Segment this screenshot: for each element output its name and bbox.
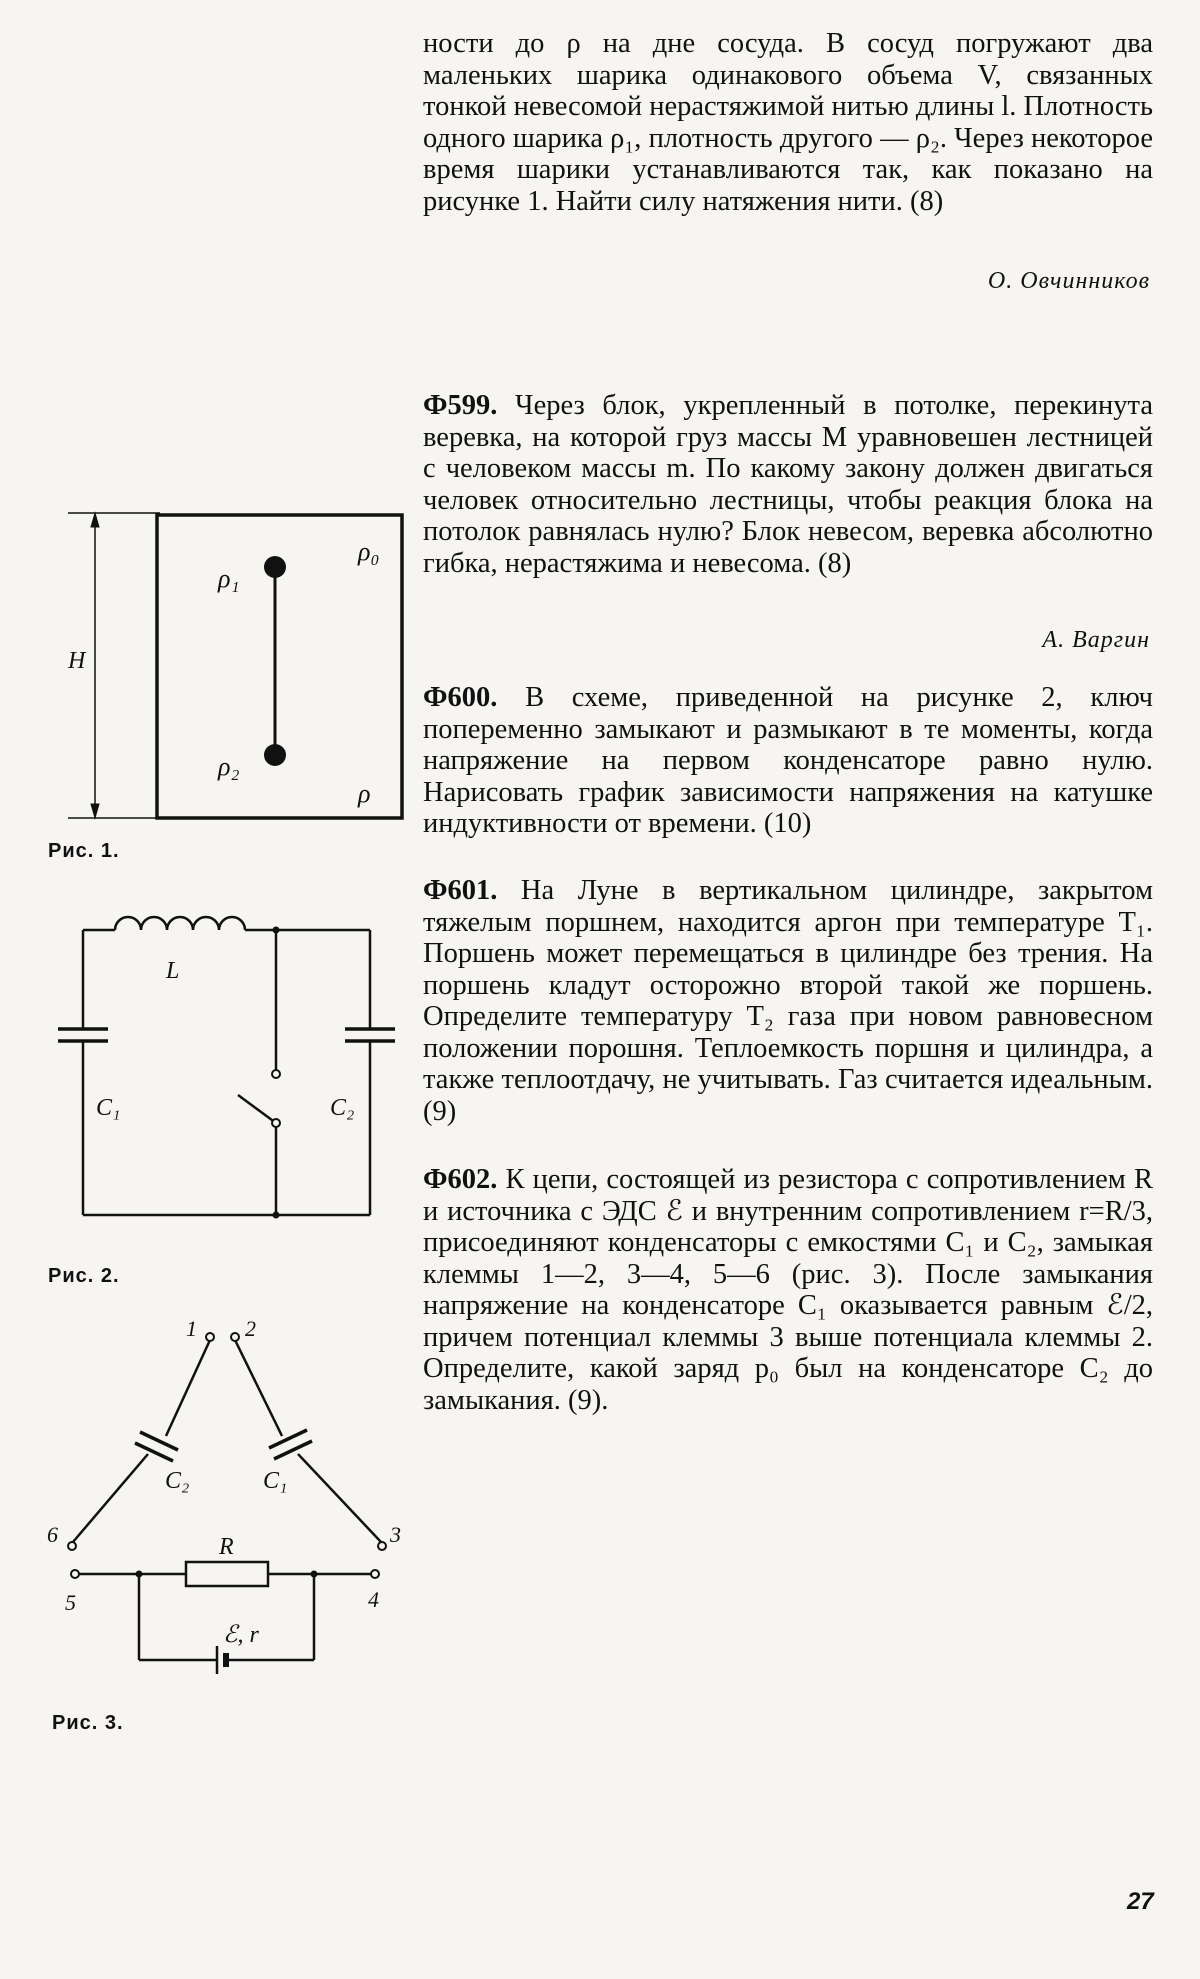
fig2-c1-label: C₁ (96, 1095, 121, 1121)
fig2-c2-label: C₂ (330, 1095, 355, 1121)
problem-599 (423, 390, 1153, 579)
problem-601 (423, 875, 1153, 1127)
fig3-terminal-5: 5 (65, 1590, 76, 1615)
fig1-height-label: H (68, 648, 86, 674)
fig3-terminal-6: 6 (47, 1522, 58, 1547)
fig3-terminal-3: 3 (390, 1522, 401, 1547)
fig1-rho0-label: ρ₀ (358, 537, 380, 566)
fig3-c1-label: C₁ (263, 1468, 288, 1494)
problem-text: Через блок, укрепленный в потолке, перекинута веревка, на которой груз массы M уравновешен лестницей с человеком массы m. По какому закону должен двигаться человек относительно лестницы, чтобы реакция блока на потолок равнялась нулю? Блок невесом, веревка абсолютно гибка, нерастяжима и невесома. (8) (423, 390, 1153, 579)
problem-number: Ф599. (423, 390, 498, 421)
fig3-emf-label: ℰ, r (223, 1622, 259, 1648)
fig3-terminal-1: 1 (186, 1316, 197, 1341)
problem-600 (423, 682, 1153, 840)
fig1-rho2-label: ρ₂ (218, 752, 240, 781)
intro-text: ности до ρ на дне сосуда. В сосуд погружают два маленьких шарика одинакового объема V, связанных тонкой невесомой нерастяжимой нитью длины l. Плотность одного шарика ρ₁, плотность другого — ρ₂. Через некоторое время шарики устанавливаются так, как показано на рисунке 1. Найти силу натяжения нити. (8) (423, 28, 1153, 217)
figure-3 (45, 1316, 415, 1700)
fig3-terminal-4: 4 (368, 1587, 379, 1612)
figure-2 (50, 905, 410, 1225)
fig3-c2-label: C₂ (165, 1468, 190, 1494)
problem-text: К цепи, состоящей из резистора с сопротивлением R и источника с ЭДС ℰ и внутренним сопротивлением r=R/3, присоединяют конденсаторы с емкостями C₁ и C₂, замыкая клеммы 1—2, 3—4, 5—6 (рис. 3). После замыкания напряжение на конденсаторе C₁ оказывается равным ℰ/2, причем потенциал клеммы 3 выше потенциала клеммы 2. Определите, какой заряд p₀ был на конденсаторе C₂ до замыкания. (9). (423, 1164, 1153, 1416)
fig2-caption: Рис. 2. (48, 1265, 120, 1287)
problem-text: На Луне в вертикальном цилиндре, закрытом тяжелым поршнем, находится аргон при температуре T₁. Поршень может перемещаться в цилиндре без трения. На поршень кладут осторожно второй такой же поршень. Определите температуру T₂ газа при новом равновесном положении порошня. Теплоемкость поршня и цилиндра, а также теплоотдачу, не учитывать. Газ считается идеальным. (9) (423, 875, 1153, 1127)
figure-1 (60, 505, 410, 825)
fig2-inductor-label: L (166, 958, 180, 984)
problem-number: Ф602. (423, 1164, 498, 1195)
fig3-terminal-2: 2 (245, 1316, 256, 1341)
problem-number: Ф601. (423, 875, 498, 906)
page-number: 27 (1127, 1888, 1154, 1915)
intro-paragraph (423, 28, 1153, 217)
fig1-rho1-label: ρ₁ (218, 564, 240, 593)
problem-602 (423, 1164, 1153, 1416)
intro-author: О. Овчинников (987, 268, 1150, 294)
problem-text: В схеме, приведенной на рисунке 2, ключ попеременно замыкают и размыкают в те моменты, когда напряжение на первом конденсаторе равно нулю. Нарисовать график зависимости напряжения на катушке индуктивности от времени. (10) (423, 682, 1153, 839)
problem-599-author: А. Варгин (1042, 627, 1150, 653)
problem-number: Ф600. (423, 682, 498, 713)
fig3-caption: Рис. 3. (52, 1712, 124, 1734)
fig1-caption: Рис. 1. (48, 840, 120, 862)
fig3-resistor-label: R (219, 1534, 234, 1560)
fig1-rho-label: ρ (358, 779, 371, 808)
